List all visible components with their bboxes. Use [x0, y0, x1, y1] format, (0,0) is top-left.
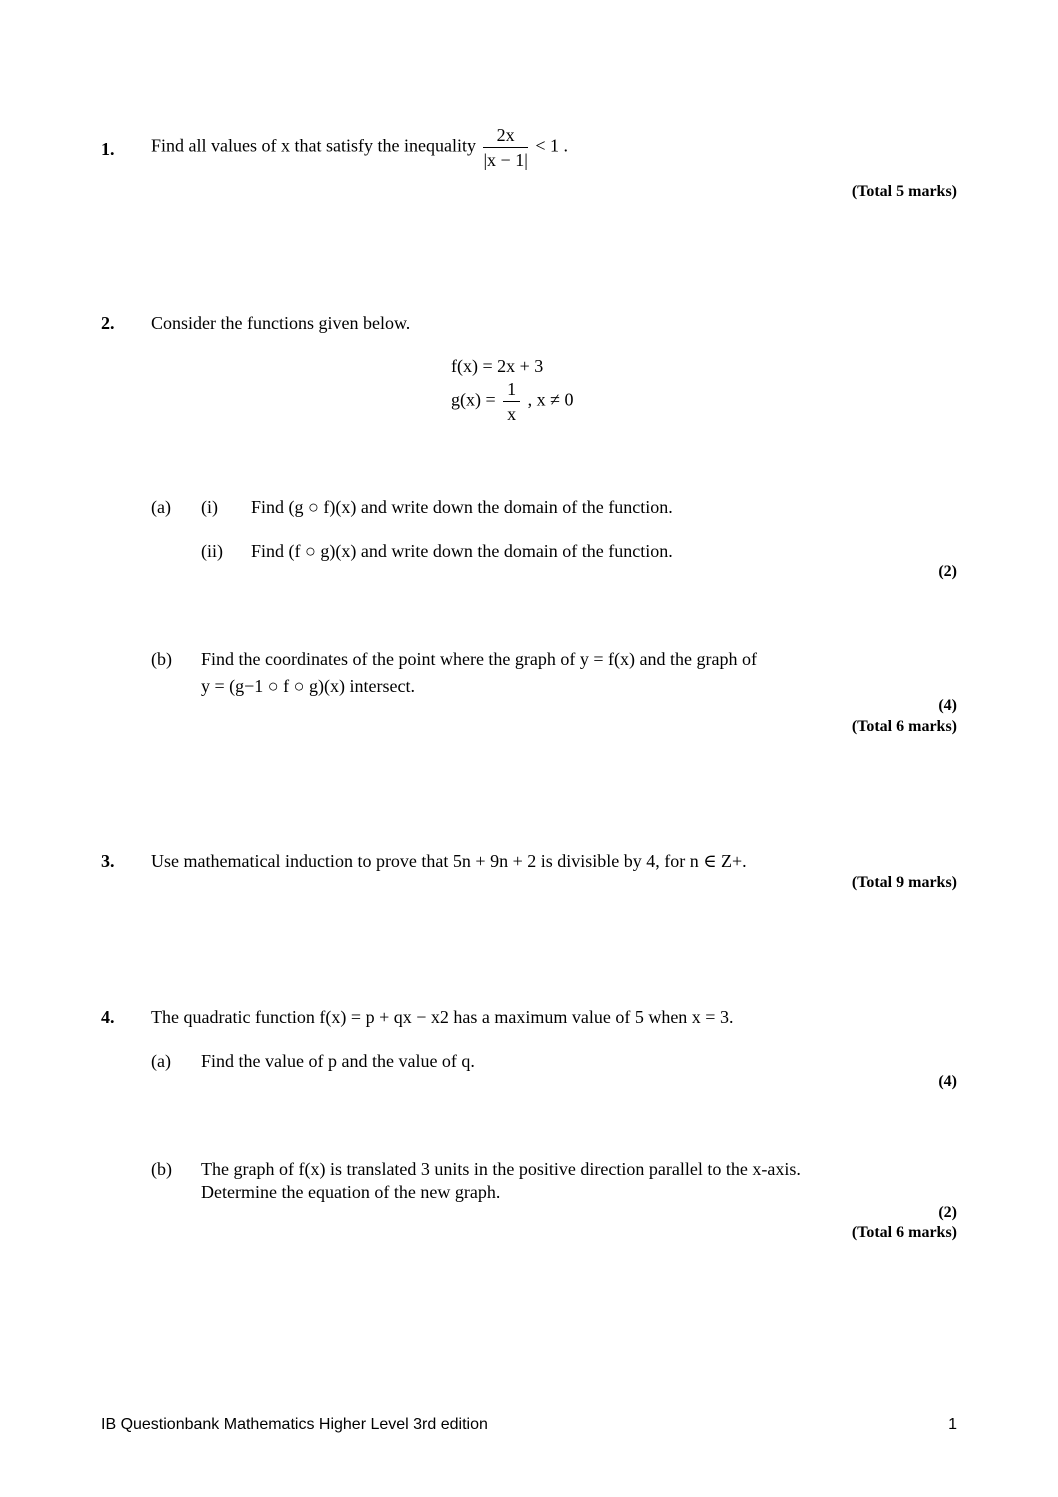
q1-statement — [151, 126, 568, 169]
q4-part-b-line2: Determine the equation of the new graph. — [201, 1182, 501, 1202]
q3-number: 3. — [101, 851, 115, 871]
q2-part-b-line1: Find the coordinates of the point where the graph of y = f(x) and the graph of — [201, 649, 757, 669]
q3-text: Use mathematical induction to prove that 5n + 9n + 2 is divisible by 4, for n ∈ Z+. — [151, 851, 747, 871]
q2-part-a-label: (a) — [151, 497, 171, 517]
q2-part-b-label: (b) — [151, 649, 172, 669]
q1-fraction — [483, 126, 527, 169]
q4-part-a-label: (a) — [151, 1051, 171, 1071]
q4-total-marks: (Total 6 marks) — [851, 1224, 957, 1241]
q3-total-marks: (Total 9 marks) — [851, 874, 957, 891]
q2-g-definition — [451, 380, 574, 423]
q2-number: 2. — [101, 313, 115, 333]
q1-relation: < 1 . — [535, 135, 568, 156]
q4-number: 4. — [101, 1007, 115, 1027]
q4-part-a-text: Find the value of p and the value of q. — [201, 1051, 475, 1071]
q4-part-b-marks: (2) — [938, 1204, 957, 1221]
q2-part-a-marks: (2) — [938, 563, 957, 580]
footer-title: IB Questionbank Mathematics Higher Level 3rd edition — [101, 1416, 488, 1433]
q4-text: The quadratic function f(x) = p + qx − x2 has a maximum value of 5 when x = 3. — [151, 1007, 734, 1027]
q1-number: 1. — [101, 139, 115, 159]
q1-numerator: 2x — [483, 126, 527, 148]
q2-g-condition: , x ≠ 0 — [527, 389, 574, 410]
q2-part-a-ii-label: (ii) — [201, 541, 223, 561]
q2-g-fraction — [503, 380, 520, 423]
q1-denominator: |x − 1| — [483, 150, 528, 170]
q2-part-a-i-label: (i) — [201, 497, 218, 517]
q2-g-numerator: 1 — [503, 380, 520, 402]
q2-intro: Consider the functions given below. — [151, 313, 411, 333]
q2-total-marks: (Total 6 marks) — [851, 718, 957, 735]
q4-part-b-label: (b) — [151, 1159, 172, 1179]
q2-part-b-line2: y = (g−1 ○ f ○ g)(x) intersect. — [201, 676, 415, 696]
q4-part-a-marks: (4) — [938, 1073, 957, 1090]
q1-total-marks: (Total 5 marks) — [851, 183, 957, 200]
q2-g-denominator: x — [507, 404, 517, 424]
q4-part-b-line1: The graph of f(x) is translated 3 units in the positive direction parallel to the x-axis. — [201, 1159, 801, 1179]
q2-f-definition: f(x) = 2x + 3 — [451, 356, 544, 376]
q2-g-lhs: g(x) = — [451, 389, 496, 410]
q1-text: Find all values of x that satisfy the inequality — [151, 135, 476, 156]
footer-page-number: 1 — [948, 1416, 957, 1433]
q2-part-b-marks: (4) — [938, 697, 957, 714]
q2-part-a-i-text: Find (g ○ f)(x) and write down the domain of the function. — [251, 497, 673, 517]
q2-part-a-ii-text: Find (f ○ g)(x) and write down the domain of the function. — [251, 541, 673, 561]
